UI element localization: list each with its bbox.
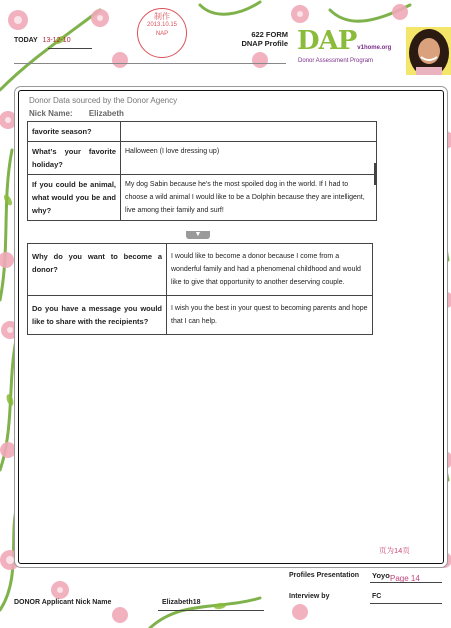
logo-text: DAP [297, 26, 357, 56]
nick-name-row [29, 109, 124, 118]
page-count-note: 页为14页 [379, 546, 410, 555]
table-row [28, 142, 377, 175]
donor-nick-name-label: DONOR Applicant Nick Name [14, 599, 112, 606]
question-cell: Whatʼs your favorite holiday? [28, 142, 121, 175]
answer-cell: I wish you the best in your quest to becoming parents and hope that I can help. [167, 296, 373, 335]
today-underline [48, 48, 92, 49]
answer-cell: I would like to become a donor because I come from a wonderful family and had a phenomenal childhood and would like to give that opportunity to another deserving couple. [167, 244, 373, 296]
stamp-top-text: 制作 [154, 12, 170, 21]
logo-tagline: Donor Assessment Program [298, 58, 374, 64]
today-field [14, 37, 71, 44]
approval-stamp [137, 8, 187, 58]
today-value: 13-12-10 [42, 37, 71, 44]
page-number: Page 14 [390, 574, 420, 583]
interview-underline [370, 603, 442, 604]
form-name: DNAP Profile [241, 39, 288, 48]
question-cell: Why do you want to become a donor? [28, 244, 167, 296]
expand-toggle[interactable] [186, 231, 210, 239]
today-label: TODAY [14, 37, 38, 44]
question-cell: If you could be animal, what would you be and why? [28, 175, 121, 221]
table-row [28, 122, 377, 142]
donor-photo [406, 27, 451, 75]
header-divider [14, 63, 286, 64]
nick-name-value: Elizabeth [88, 109, 124, 118]
interview-by-value: FC [372, 593, 382, 600]
answer-cell: Halloween (I love dressing up) [121, 142, 377, 175]
logo-site: v1home.org [357, 45, 392, 51]
question-cell: Do you have a message you would like to share with the recipients? [28, 296, 167, 335]
donor-data-panel [18, 90, 444, 564]
form-code [232, 30, 288, 48]
stamp-date: 2013.10.15 [146, 22, 178, 28]
table-row [28, 175, 377, 221]
profiles-presentation-label: Profiles Presentation [289, 572, 360, 579]
sourced-by-label: Donor Data sourced by the Donor Agency [29, 96, 178, 105]
answer-cell: My dog Sabin because he's the most spoiled dog in the world. If I had to choose a wild animal I would like to be a Dolphin because they are intelligent, live among their family and surf! [121, 175, 377, 221]
table-row [28, 244, 373, 296]
profiles-underline [370, 582, 442, 583]
qa-table-bottom [27, 243, 373, 335]
profiles-presentation-value: Yoyo [372, 571, 390, 580]
interview-by-label: Interview by [289, 593, 330, 600]
stamp-name: NAP [155, 31, 169, 37]
form-number: 622 FORM [251, 30, 288, 39]
dap-logo [297, 26, 392, 64]
answer-cell [121, 122, 377, 142]
table-row [28, 296, 373, 335]
expand-icon: ▼ [194, 231, 202, 238]
nick-name-label: Nick Name: [29, 109, 73, 118]
scrollbar[interactable] [374, 163, 376, 185]
donor-name-underline [158, 610, 264, 611]
question-cell: favorite season? [28, 122, 121, 142]
donor-nick-name-value: Elizabeth18 [162, 599, 201, 606]
qa-table-top [27, 121, 377, 221]
